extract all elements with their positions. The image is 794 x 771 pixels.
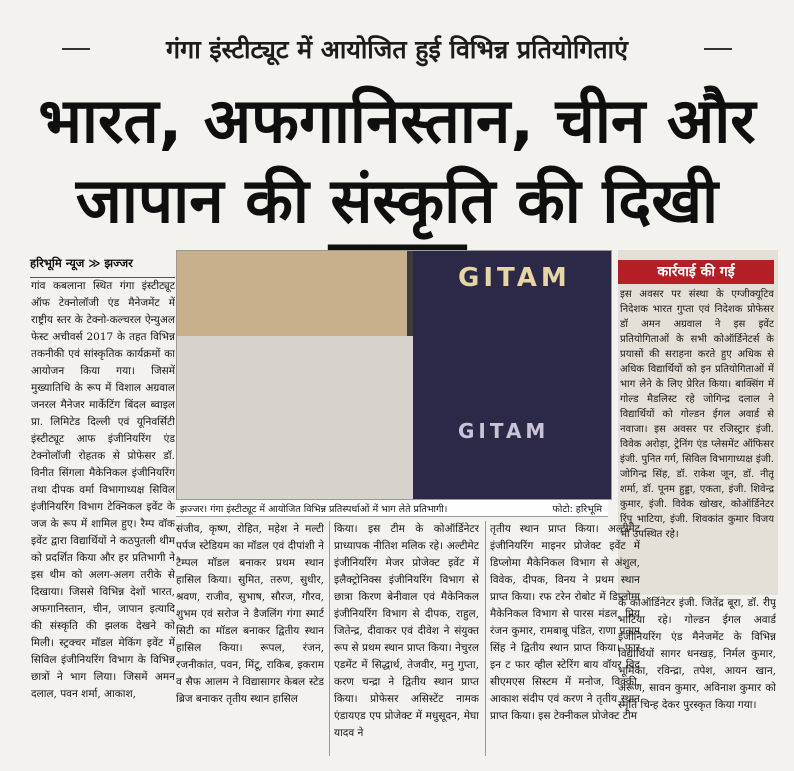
award-ceremony-photo [413,251,611,499]
ramp-walk-photo [177,251,407,336]
building-models-photo [177,336,413,499]
gitam-sign-top: GITAM [458,263,571,293]
headline-line-1: भारत, अफगानिस्तान, चीन और [38,84,756,157]
article-column-1: गांव कबलाना स्थित गंगा इंस्टीट्यूट ऑफ टेक्नोलॉजी एंड मैनेजमेंट में राष्ट्रीय स्तर के टेक्नो-कल्चरल ऐन्युअल फेस्ट अचीवर्स 2017 के तहत विभिन्न तकनीकी एवं सांस्कृतिक कार्यक्रमों का आयोजन किया गया। जिसमें मुख्यातिथि के रूप में विशाल अग्रवाल जनरल मैनेजर मार्केटिंग बिंदल ब्वाइल प्रा. लिमिटेड दिल्ली एवं यूनिवर्सिटी इंस्टीट्यूट आफ इंजीनियरिंग एंड टेक्नोलॉजी रोहतक से प्रोफेसर डॉ. विनीत सिंगला मैकेनिकल इंजीनियरिंग तथा दीपक वर्मा विभागाध्यक्ष सिविल इंजीनियरिंग विभाग टेक्निकल इवेंट के जज के रूप में शामिल हुए। रैम्प वॉक इवेंट द्वारा विद्यार्थियों ने कठपुतली थीम को प्रदर्शित किया और हर प्रतिभागी ने इस थीम को अलग-अलग तरीके से दिखाया। जिससे विभिन्न देशों भारत, अफगानिस्तान, चीन, जापान इत्यादि की संस्कृति की झलक देखने को मिली। स्ट्रक्चर मॉडल मेकिंग इवेंट में सिविल इंजीनियरिंग विभाग के विभिन्न छात्रों ने भाग लिया। जिसमें अमन दलाल, पवन शर्मा, आकाश, [31,280,175,700]
photo-caption-bar [176,500,608,517]
article-column-5: के कोऑर्डिनेटर इंजी. जितेंद्र बूरा, डॉ. रीपू भाटिया रहे। गोल्डन ईगल अवार्ड इंजीनियरिंग एंड मैनेजमेंट के विभिन्न विद्यार्थियों सागर धनखड़, निर्मल कुमार, भूमिका, रविन्द्रा, तपेश, आयन खान, अरूण, सावन कुमार, अविनाश कुमार को स्मृति चिन्ह देकर पुरस्कृत किया गया। [618,597,776,711]
column-divider [485,521,486,756]
column-divider [329,521,330,756]
sidebar-text: इस अवसर पर संस्था के एग्जीक्यूटिव निदेशक भारत गुप्ता एवं निदेशक प्रोफेसर डॉ अमन अग्रवाल ने इस इवेंट प्रतियोगिताओं के सभी कोऑर्डिनेटर्स के प्रयासों की सराहना करते हुए अधिक से अधिक विद्यार्थियों को इन प्रतियोगिताओं में भाग लेने के लिए प्रेरित किया। बाक्सिंग में गोल्ड मैडलिस्ट रहे जोगिन्द्र दलाल ने विद्यार्थियों को गोल्डन ईगल अवार्ड से नवाजा। इस अवसर पर रजिस्ट्रार इंजी. विवेक अरोड़ा, ट्रेनिंग एंड प्लेसमेंट ऑफिसर इंजी. पुनित गर्ग, सिविल विभागाध्यक्ष इंजी. जोगिन्द्र सिंह, डॉ. राकेश जून, डॉ. नीतू शर्मा, डॉ. पूनम हुड्डा, एकता, इंजी. शिवेन्द्र कुमार, इंजी. विवेक खोखर, कोऑर्डिनेटर रिंपू भाटिया, इंजी. शिवकांत कुमार विजय भी उपस्थित रहे। [620,289,774,540]
sidebar-title: कार्रवाई की गई [618,260,774,284]
article-column-2: संजीव, कृष्ण, रोहित, महेश ने मल्टी पर्पज स्टेडियम का मॉडल एवं दीपांशी ने टैम्पल मॉडल बनाकर प्रथम स्थान हासिल किया। सुमित, तरुण, सुधीर, श्रवण, राजीव, सुभाष, सौरज, गौरव, शुभम एवं सरोज ने डैजलिंग गंगा स्मार्ट सिटी का मॉडल बनाकर द्वितीय स्थान हासिल किया। रूपल, रंजन, रजनीकांत, पवन, मिंटू, राकिब, इकराम व सैफ आलम ने विद्यासागर केबल स्टेड ब्रिज बनाकर तृतीय स्थान हासिल [176,523,324,705]
gitam-sign-bottom: GITAM [458,419,550,443]
article-column-4: तृतीय स्थान प्राप्त किया। अल्टीमेट इंजीनियरिंग माइनर प्रोजेक्ट इवेंट में डिप्लोमा मैकेनिकल विभाग से अंशुल, विवेक, दीपक, विनय ने प्रथम स्थान प्राप्त किया। रफ टरेन रोबोट में डिप्लोमा मैकेनिकल विभाग से पारस मंडल, प्रिय रंजन कुमार, रामबाबू पंडित, राणा प्रताप सिंह ने द्वितीय स्थान प्राप्त किया। फार इन ट फार व्हील स्टेरिंग बाय वॉयर विद सीएमएस सिस्टम में मनोज, विक्की, आकाश संदीप एवं करण ने तृतीय स्थान प्राप्त किया। इस टेक्नीकल प्रोजेक्ट टीम [490,523,640,722]
article-column-3: किया। इस टीम के कोऑर्डिनेटर प्राध्यापक नीतिश मलिक रहे। अल्टीमेट इंजीनियरिंग मेजर प्रोजेक्ट इवेंट में इलैक्ट्रोनिक्स इंजीनियरिंग विभाग से छात्रा किरण बेनीवाल एवं मैकेनिकल इंजीनियरिंग विभाग से दीपक, राहुल, जितेन्द्र, दीवाकर एवं दीवेश ने संयुक्त रूप से प्रथम स्थान प्राप्त किया। नेचुरल एडमेंट में सिद्धार्थ, तेजवीर, मनु गुप्ता, करण चन्द्रा ने द्वितीय स्थान प्राप्त किया। प्रोफेसर असिस्टेंट नामक एंडायएड एप प्रोजेक्ट में मधुसूदन, मेघा यादव ने [334,523,479,739]
photo-credit: फोटो: हरिभूमि [552,504,602,515]
event-photo [176,250,612,500]
byline: हरिभूमि न्यूज ≫ झज्जर [30,256,133,270]
photo-caption: झज्जर। गंगा इंस्टीट्यूट में आयोजित विभिन्न प्रतिस्पर्धाओं में भाग लेते प्रतिभागी। [180,504,448,515]
headline-line-2: जापान की संस्कृति की दिखी [75,164,719,237]
kicker-headline: गंगा इंस्टीट्यूट में आयोजित हुई विभिन्न प्रतियोगिताएं [0,32,794,66]
